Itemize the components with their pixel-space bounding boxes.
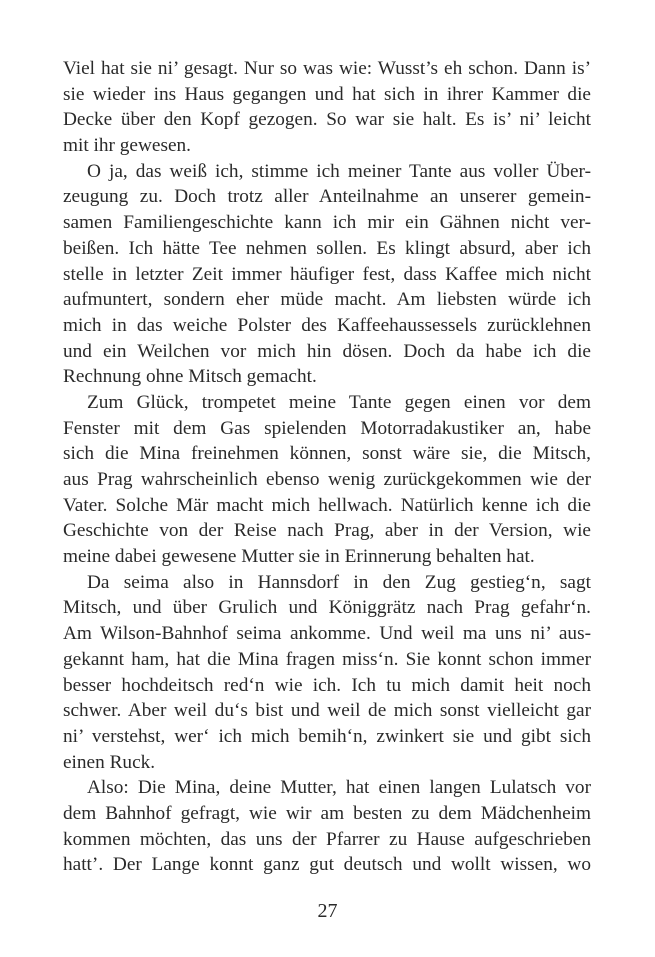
text-line: meine dabei gewesene Mutter sie in Erinnerung behalten hat. [63, 546, 535, 568]
text-line: Vater. Solche Mär macht mich hellwach. Natürlich kenne ich die [63, 494, 591, 516]
text-line: besser hochdeitsch red‘n wie ich. Ich tu mich damit heit noch [63, 674, 591, 696]
paragraph [63, 56, 591, 159]
paragraph [63, 390, 591, 570]
text-line: hatt’. Der Lange konnt ganz gut deutsch und wollt wissen, wo [63, 854, 591, 876]
text-line: schwer. Aber weil du‘s bist und weil de mich sonst vielleicht gar [63, 700, 591, 722]
text-line: dem Bahnhof gefragt, wie wir am besten zu dem Mädchenheim [63, 802, 591, 824]
text-line: aus Prag wahrscheinlich ebenso wenig zurückgekommen wie der [63, 469, 591, 490]
text-line: gekannt ham, hat die Mina fragen miss‘n. Sie konnt schon immer [63, 648, 591, 670]
text-line: beißen. Ich hätte Tee nehmen sollen. Es klingt absurd, aber ich [63, 237, 591, 259]
paragraph [63, 159, 591, 390]
text-line: Rechnung ohne Mitsch gemacht. [63, 366, 317, 388]
page-number: 27 [317, 900, 338, 922]
text-line: und ein Weilchen vor mich hin dösen. Doch da habe ich die [63, 340, 591, 362]
text-line: mich in das weiche Polster des Kaffeehaussessels zurücklehnen [63, 314, 591, 336]
text-line: O ja, das weiß ich, stimme ich meiner Tante aus voller Über- [87, 160, 591, 182]
page-body [63, 56, 591, 878]
text-line: Also: Die Mina, deine Mutter, hat einen langen Lulatsch vor [87, 777, 591, 799]
text-line: Da seima also in Hannsdorf in den Zug gestieg‘n, sagt [87, 571, 591, 593]
text-line: Viel hat sie ni’ gesagt. Nur so was wie: Wusst’s eh schon. Dann is’ [63, 58, 591, 79]
text-line: Mitsch, und über Grulich und Königgrätz nach Prag gefahr‘n. [63, 597, 591, 619]
text-line: mit ihr gewesen. [63, 135, 191, 157]
text-line: ni’ verstehst, wer‘ ich mich bemih‘n, zwinkert sie und gibt sich [63, 725, 591, 747]
text-line: kommen möchten, das uns der Pfarrer zu Hause aufgeschrieben [63, 828, 591, 850]
text-line: aufmuntert, sondern eher müde macht. Am liebsten würde ich [63, 289, 591, 311]
text-line: Zum Glück, trompetet meine Tante gegen einen vor dem [87, 391, 591, 413]
paragraph [63, 570, 591, 776]
text-line: einen Ruck. [63, 751, 156, 773]
text-line: sich die Mina freinehmen können, sonst wäre sie, die Mitsch, [63, 443, 591, 465]
paragraph [63, 775, 591, 878]
text-line: Fenster mit dem Gas spielenden Motorradakustiker an, habe [63, 417, 591, 439]
text-line: sie wieder ins Haus gegangen und hat sich in ihrer Kammer die [63, 83, 591, 105]
text-line: samen Familiengeschichte kann ich mir ein Gähnen nicht ver- [63, 212, 591, 234]
text-line: Decke über den Kopf gezogen. So war sie halt. Es is’ ni’ leicht [63, 109, 591, 131]
text-line: Geschichte von der Reise nach Prag, aber in der Version, wie [63, 520, 591, 542]
text-line: Am Wilson-Bahnhof seima ankomme. Und weil ma uns ni’ aus- [63, 623, 591, 645]
text-line: stelle in letzter Zeit immer häufiger fest, dass Kaffee mich nicht [63, 263, 591, 285]
text-line: zeugung zu. Doch trotz aller Anteilnahme an unserer gemein- [63, 186, 591, 208]
